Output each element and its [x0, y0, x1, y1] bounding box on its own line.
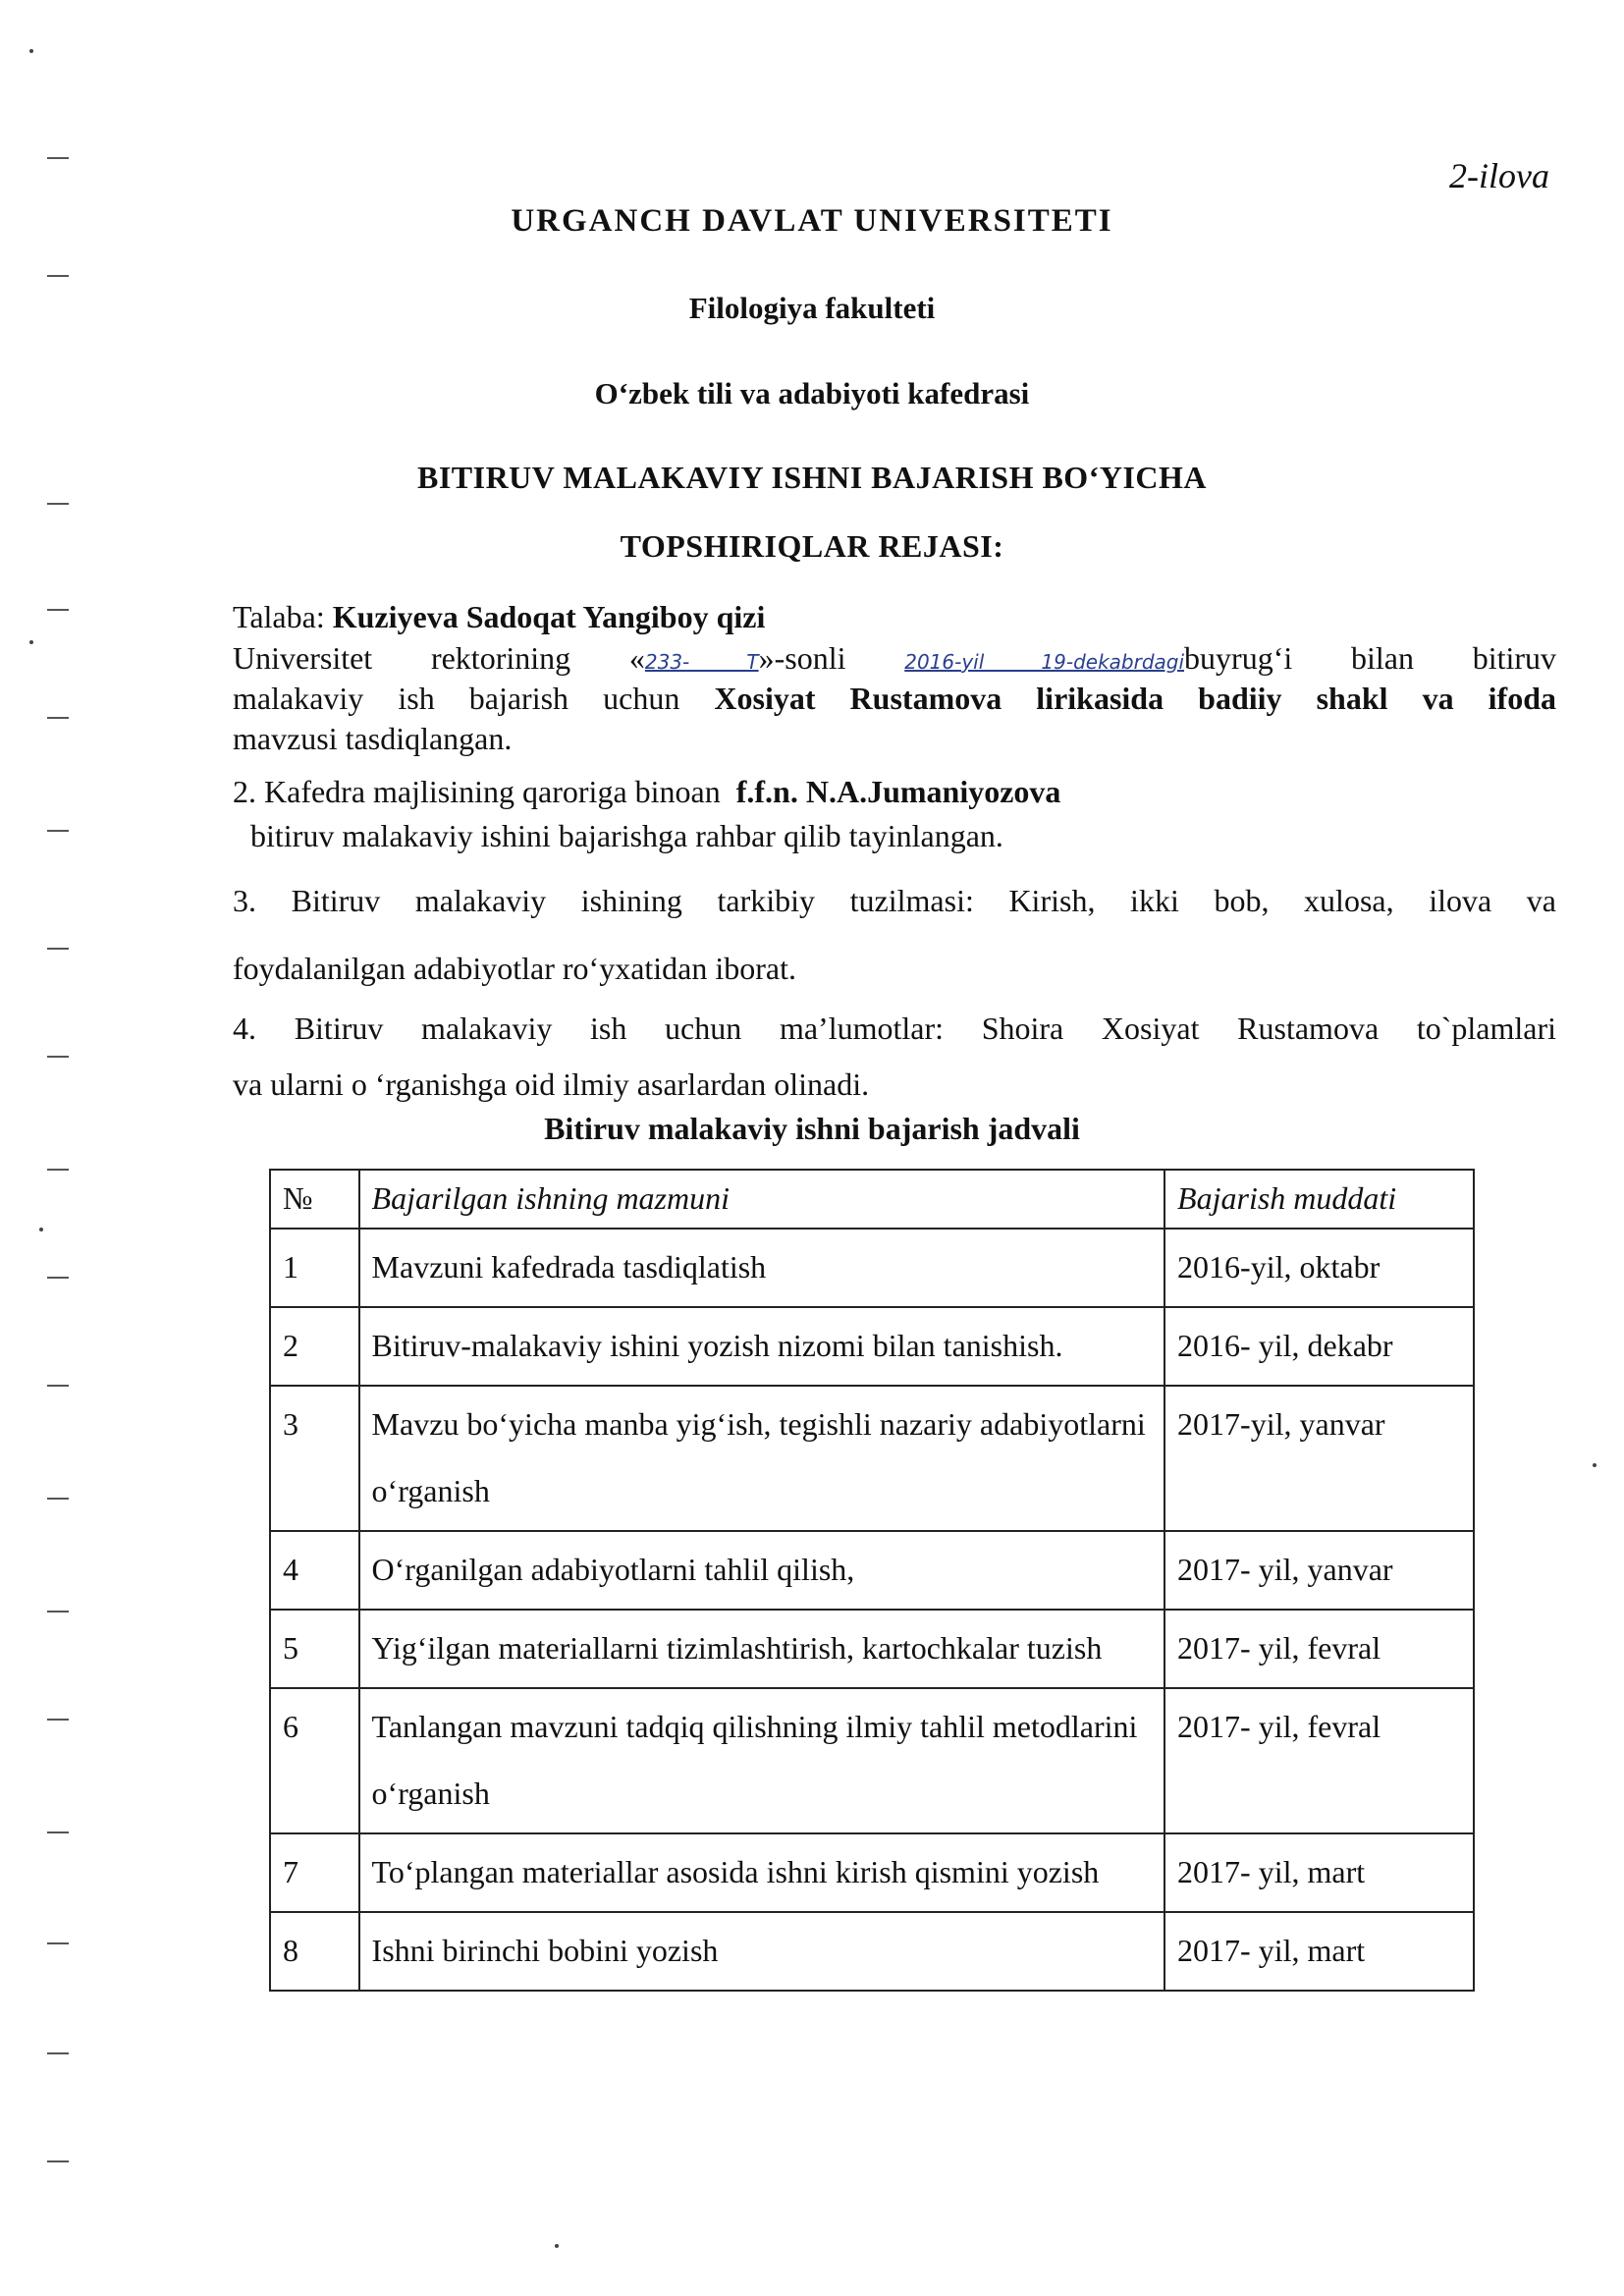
appendix-label: 2-ilova: [1449, 156, 1549, 195]
row-number: 4: [270, 1531, 359, 1610]
scan-margin-mark: [47, 275, 69, 277]
header-content: Bajarilgan ishning mazmuni: [359, 1170, 1165, 1229]
order-word: rektorining: [430, 640, 571, 676]
row-content: Mavzu bo‘yicha manba yig‘ish, tegishli nazariy adabiyotlarni o‘rganish: [359, 1386, 1165, 1531]
scan-margin-mark: [47, 1056, 69, 1058]
supervisor-name: f.f.n. N.A.Jumaniyozova: [735, 774, 1061, 809]
handwritten-order-number: 233- T: [644, 650, 759, 674]
row-deadline: 2017-yil, yanvar: [1164, 1386, 1474, 1531]
row-content: To‘plangan materiallar asosida ishni kirish qismini yozish: [359, 1833, 1165, 1912]
student-name: Kuziyeva Sadoqat Yangiboy qizi: [332, 599, 766, 634]
table-row: [270, 1531, 1474, 1610]
thesis-topic: Xosiyat Rustamova lirikasida badiiy shakl va ifoda: [714, 681, 1556, 716]
scan-speck: [29, 49, 33, 53]
order-word: buyrug‘i: [1184, 640, 1293, 676]
row-deadline: 2017- yil, mart: [1164, 1833, 1474, 1912]
scan-margin-mark: [47, 1831, 69, 1833]
scan-margin-mark: [47, 1385, 69, 1387]
item2-line1: [233, 773, 1060, 810]
item2-text: 2. Kafedra majlisining qaroriga binoan: [233, 774, 721, 809]
item3-line2: foydalanilgan adabiyotlar ro‘yxatidan iborat.: [233, 951, 797, 986]
scan-margin-mark: [47, 609, 69, 611]
scan-margin-mark: [47, 2160, 69, 2162]
table-row: [270, 1610, 1474, 1688]
schedule-table: [269, 1169, 1475, 1992]
university-name: URGANCH DAVLAT UNIVERSITETI: [511, 203, 1113, 239]
scan-speck: [1593, 1463, 1597, 1467]
order-word: bilan: [1350, 640, 1414, 676]
row-number: 7: [270, 1833, 359, 1912]
scan-speck: [39, 1228, 43, 1231]
order-line-1: [233, 639, 1556, 677]
row-deadline: 2016-yil, oktabr: [1164, 1229, 1474, 1307]
table-title: Bitiruv malakaviy ishni bajarish jadvali: [544, 1111, 1080, 1146]
row-content: Tanlangan mavzuni tadqiq qilishning ilmiy tahlil metodlarini o‘rganish: [359, 1688, 1165, 1833]
close-quote: »-sonli: [758, 640, 846, 676]
order-word: Universitet: [233, 640, 373, 676]
table-row: [270, 1307, 1474, 1386]
scan-speck: [555, 2244, 559, 2248]
open-quote: «: [628, 640, 645, 676]
row-deadline: 2017- yil, mart: [1164, 1912, 1474, 1991]
plan-title-line2: TOPSHIRIQLAR REJASI:: [620, 528, 1004, 564]
order-number-field: [629, 640, 846, 676]
row-content: Mavzuni kafedrada tasdiqlatish: [359, 1229, 1165, 1307]
row-number: 5: [270, 1610, 359, 1688]
order-line-2: [233, 680, 1556, 717]
scan-margin-mark: [47, 503, 69, 505]
item4-line2: va ularni o ‘rganishga oid ilmiy asarlardan olinadi.: [233, 1066, 870, 1102]
row-number: 6: [270, 1688, 359, 1833]
scan-margin-mark: [47, 1611, 69, 1613]
order-word: bitiruv: [1472, 640, 1557, 676]
scan-margin-mark: [47, 948, 69, 950]
table-row: [270, 1912, 1474, 1991]
row-deadline: 2017- yil, fevral: [1164, 1610, 1474, 1688]
order-line-3: mavzusi tasdiqlangan.: [233, 721, 513, 756]
student-label: Talaba:: [233, 599, 325, 634]
row-number: 8: [270, 1912, 359, 1991]
item4-line1: 4. Bitiruv malakaviy ish uchun ma’lumotlar: Shoira Xosiyat Rustamova to`plamlari: [233, 1011, 1556, 1046]
scan-speck: [29, 640, 33, 644]
order-text: malakaviy ish bajarish uchun: [233, 681, 680, 716]
scan-margin-mark: [47, 1942, 69, 1944]
item2-line2: bitiruv malakaviy ishini bajarishga rahbar qilib tayinlangan.: [250, 818, 1003, 853]
header-deadline: Bajarish muddati: [1164, 1170, 1474, 1229]
row-deadline: 2017- yil, yanvar: [1164, 1531, 1474, 1610]
scan-margin-mark: [47, 1169, 69, 1171]
handwritten-order-date: 2016-yil 19-dekabrdagi: [904, 650, 1185, 674]
row-number: 2: [270, 1307, 359, 1386]
scan-margin-mark: [47, 157, 69, 159]
faculty-name: Filologiya fakulteti: [688, 291, 936, 325]
row-number: 1: [270, 1229, 359, 1307]
row-content: Bitiruv-malakaviy ishini yozish nizomi bilan tanishish.: [359, 1307, 1165, 1386]
row-number: 3: [270, 1386, 359, 1531]
row-content: Ishni birinchi bobini yozish: [359, 1912, 1165, 1991]
table-row: [270, 1386, 1474, 1531]
item3-line1: 3. Bitiruv malakaviy ishining tarkibiy tuzilmasi: Kirish, ikki bob, xulosa, ilova va: [233, 883, 1556, 918]
scan-margin-mark: [47, 1277, 69, 1279]
scan-margin-mark: [47, 1719, 69, 1721]
row-deadline: 2016- yil, dekabr: [1164, 1307, 1474, 1386]
order-date-field: [904, 640, 1292, 676]
row-deadline: 2017- yil, fevral: [1164, 1688, 1474, 1833]
header-number: №: [270, 1170, 359, 1229]
row-content: O‘rganilgan adabiyotlarni tahlil qilish,: [359, 1531, 1165, 1610]
scan-margin-mark: [47, 1498, 69, 1500]
scan-margin-mark: [47, 2052, 69, 2054]
scan-margin-mark: [47, 717, 69, 719]
plan-title-line1: BITIRUV MALAKAVIY ISHNI BAJARISH BO‘YICHA: [416, 460, 1208, 495]
row-content: Yig‘ilgan materiallarni tizimlashtirish, kartochkalar tuzish: [359, 1610, 1165, 1688]
student-line: [233, 598, 765, 635]
table-row: [270, 1688, 1474, 1833]
scan-margin-mark: [47, 830, 69, 832]
table-row: [270, 1229, 1474, 1307]
department-name: O‘zbek tili va adabiyoti kafedrasi: [594, 376, 1030, 410]
table-row: [270, 1833, 1474, 1912]
table-header-row: [270, 1170, 1474, 1229]
